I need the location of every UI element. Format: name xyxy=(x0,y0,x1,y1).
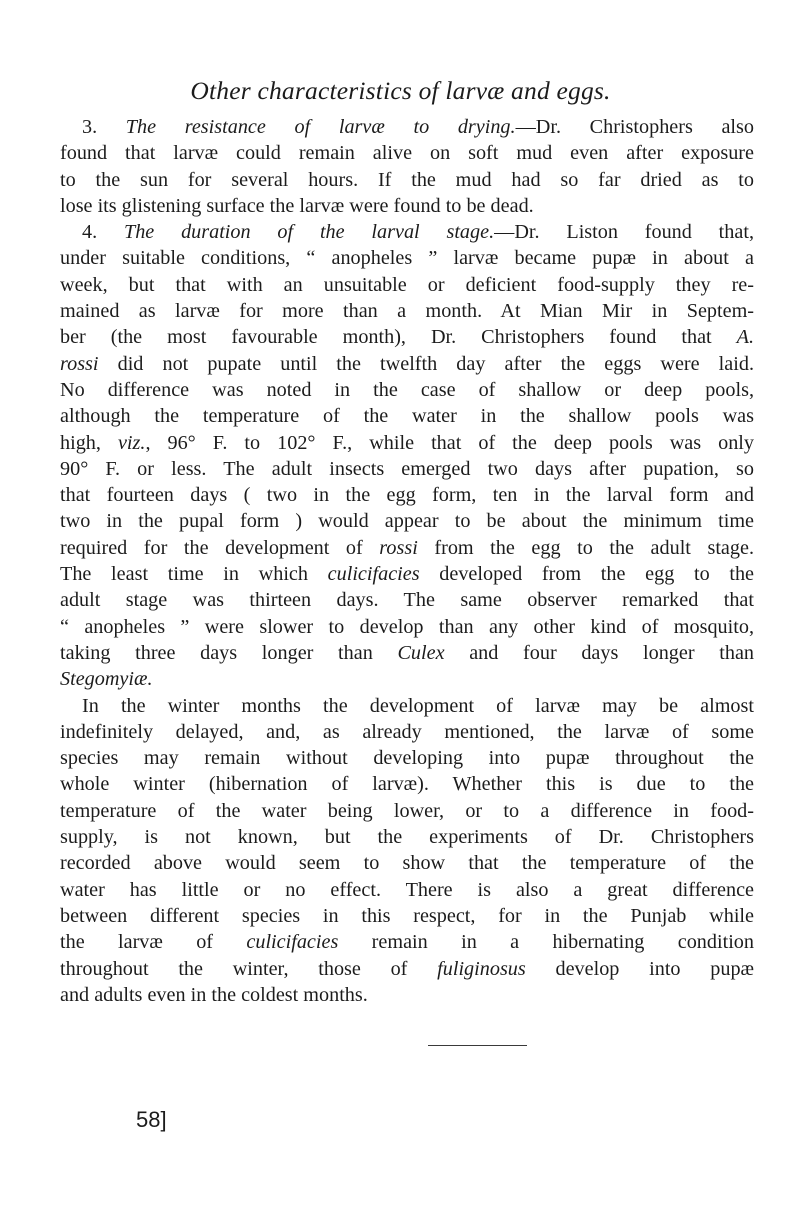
text-run: indefinitely delayed, and, as already mentioned, the larvæ of some xyxy=(60,720,754,743)
text-run: supply, is not known, but the experiments of Dr. Christophers xyxy=(60,826,754,849)
text-line xyxy=(60,298,754,324)
text-line xyxy=(60,561,754,587)
text-line xyxy=(60,640,754,666)
text-run: required for the development of xyxy=(60,536,380,559)
text-run: although the temperature of the water in the shallow pools was xyxy=(60,405,754,428)
text-line xyxy=(60,219,754,245)
text-line xyxy=(60,771,754,797)
text-run: temperature of the water being lower, or to a difference in food- xyxy=(60,799,754,822)
italic-run: The resistance of larvæ to drying. xyxy=(125,116,516,138)
text-line xyxy=(60,877,754,903)
text-run: develop into pupæ xyxy=(525,957,755,980)
text-line xyxy=(60,798,754,824)
text-run: from the egg to the adult stage. xyxy=(417,536,754,559)
paragraph xyxy=(60,693,754,1009)
text-run: —Dr. Liston found that, xyxy=(494,221,755,244)
text-run: “ anopheles ” were slower to develop than any other kind of mosquito, xyxy=(60,615,754,638)
text-run: to the sun for several hours. If the mud had so far dried as to xyxy=(60,168,754,191)
italic-run: The duration of the larval stage. xyxy=(123,221,495,244)
text-run: and four days longer than xyxy=(444,641,754,664)
text-run: week, but that with an unsuitable or deficient food-supply they re- xyxy=(60,273,754,296)
text-line xyxy=(60,482,754,508)
text-run: lose its glistening surface the larvæ were found to be dead. xyxy=(60,194,534,217)
italic-run: rossi xyxy=(379,536,418,559)
text-line xyxy=(60,587,754,613)
text-run: between different species in this respect, for in the Punjab while xyxy=(60,904,754,927)
text-line xyxy=(60,693,754,719)
text-line xyxy=(60,351,754,377)
text-line xyxy=(60,508,754,534)
text-line xyxy=(60,114,754,140)
text-line xyxy=(60,430,754,456)
text-line xyxy=(60,614,754,640)
paragraph xyxy=(60,219,754,692)
text-run: mained as larvæ for more than a month. At Mian Mir in Septem- xyxy=(60,300,754,323)
text-run: throughout the winter, those of xyxy=(60,957,438,980)
text-run: 3. xyxy=(82,116,126,138)
text-run: adult stage was thirteen days. The same observer remarked that xyxy=(60,589,754,612)
text-run: remain in a hibernating condition xyxy=(338,931,754,954)
text-line xyxy=(60,929,754,955)
text-run: developed from the egg to the xyxy=(419,563,754,586)
text-run: 4. xyxy=(82,221,124,244)
italic-run: culicifacies xyxy=(327,563,420,586)
text-run: and adults even in the coldest months. xyxy=(60,983,368,1006)
text-line xyxy=(60,403,754,429)
text-line xyxy=(60,745,754,771)
italic-run: viz. xyxy=(117,431,146,454)
text-run: In the winter months the development of larvæ may be almost xyxy=(82,694,754,717)
text-run: taking three days longer than xyxy=(60,641,398,664)
text-run: No difference was noted in the case of shallow or deep pools, xyxy=(60,378,754,401)
paragraph xyxy=(60,114,754,219)
text-run: ber (the most favourable month), Dr. Christophers found that xyxy=(60,326,737,349)
text-line xyxy=(60,903,754,929)
text-line xyxy=(60,850,754,876)
text-line xyxy=(60,140,754,166)
text-run: —Dr. Christophers also xyxy=(515,116,754,138)
text-run: recorded above would seem to show that the temperature of the xyxy=(60,852,754,875)
text-line xyxy=(60,719,754,745)
text-line xyxy=(60,324,754,350)
text-line xyxy=(60,167,754,193)
text-run: The least time in which xyxy=(60,563,328,586)
text-run: found that larvæ could remain alive on soft mud even after exposure xyxy=(60,142,754,165)
text-line xyxy=(60,272,754,298)
text-line xyxy=(60,456,754,482)
text-line xyxy=(60,956,754,982)
text-run: under suitable conditions, “ anopheles ” larvæ became pupæ in about a xyxy=(60,247,754,270)
text-line xyxy=(60,245,754,271)
body-text xyxy=(60,114,754,1008)
text-run: the larvæ of xyxy=(60,931,247,954)
italic-run: Culex xyxy=(397,641,445,664)
text-run: did not pupate until the twelfth day after the eggs were laid. xyxy=(98,352,754,375)
text-run: species may remain without developing into pupæ throughout the xyxy=(60,747,754,770)
text-run: water has little or no effect. There is also a great difference xyxy=(60,878,754,901)
text-line xyxy=(60,193,754,219)
closing-rule xyxy=(428,1045,527,1046)
text-run: two in the pupal form ) would appear to be about the minimum time xyxy=(60,510,754,533)
text-line xyxy=(60,824,754,850)
text-run: whole winter (hibernation of larvæ). Whether this is due to the xyxy=(60,773,754,796)
text-line xyxy=(60,535,754,561)
italic-run: rossi xyxy=(60,352,99,375)
running-head: Other characteristics of larvæ and eggs. xyxy=(190,76,611,105)
italic-run: culicifacies xyxy=(246,931,339,954)
italic-run: A. xyxy=(736,326,754,349)
page-number: 58] xyxy=(136,1107,167,1132)
text-line xyxy=(60,982,754,1008)
italic-run: fuliginosus xyxy=(437,957,526,980)
text-run: that fourteen days ( two in the egg form, ten in the larval form and xyxy=(60,484,754,507)
text-line xyxy=(60,377,754,403)
italic-run: Stegomyiæ. xyxy=(60,668,153,691)
text-run: , 96° F. to 102° F., while that of the deep pools was only xyxy=(145,431,755,454)
text-run: high, xyxy=(60,431,118,454)
text-line xyxy=(60,666,754,692)
text-run: 90° F. or less. The adult insects emerged two days after pupation, so xyxy=(60,457,754,480)
